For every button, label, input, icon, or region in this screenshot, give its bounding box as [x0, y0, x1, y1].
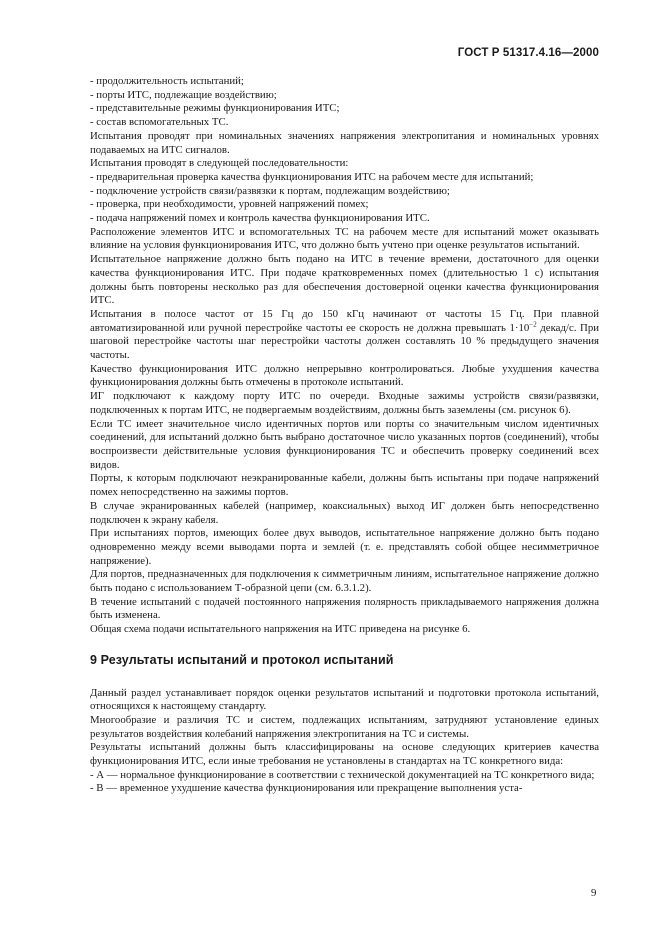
paragraph	[90, 596, 599, 623]
list-item-text: - подключение устройств связи/развязки к портам, подлежащим воздействию;	[90, 184, 450, 197]
paragraph	[90, 363, 599, 390]
paragraph-text: ИГ подключают к каждому порту ИТС по очереди. Входные зажимы устройств связи/развязки, подключенных к портам ИТС, не подвергаемым воздействиям, должны быть заземлены (см. рисунок 6).	[90, 390, 599, 416]
paragraph-text: В случае экранированных кабелей (например, коаксиальных) выход ИГ должен быть непосредственно подключен к экрану кабеля.	[90, 499, 599, 526]
paragraph-text: Испытания проводят в следующей последовательности:	[90, 157, 349, 170]
page-number: 9	[591, 887, 597, 899]
list-item-aux	[90, 116, 599, 130]
page-body	[90, 75, 599, 796]
paragraph	[90, 253, 599, 308]
list-item-text: - А — нормальное функционирование в соответствии с технической документацией на ТС конкретного вида;	[90, 768, 595, 781]
list-item-ports	[90, 89, 599, 103]
paragraph	[90, 500, 599, 527]
paragraph-text: Порты, к которым подключают неэкранированные кабели, должны быть испытаны при подаче напряжений помех непосредственно на зажимы портов.	[90, 472, 599, 499]
list-item-text: - представительные режимы функционирования ИТС;	[90, 102, 340, 115]
paragraph	[90, 568, 599, 595]
list-item-text: - порты ИТС, подлежащие воздействию;	[90, 88, 277, 101]
list-item	[90, 198, 599, 212]
paragraph-text: Испытания в полосе частот от 15 Гц до 150 кГц начинают от частоты 15 Гц. При плавной автоматизированной или ручной перестройке частоты ее скорость не должна превышать 1·10	[90, 307, 599, 334]
paragraph-text: Испытания проводят при номинальных значениях напряжения электропитания и номинальных уровнях подаваемых на ИТС сигналов.	[90, 129, 599, 156]
paragraph-text: Для портов, предназначенных для подключения к симметричным линиям, испытательное напряжение должно быть подано с использованием Т-образной цепи (см. 6.3.1.2).	[90, 568, 599, 595]
list-item-criterion-b	[90, 782, 599, 796]
paragraph-text: Расположение элементов ИТС и вспомогательных ТС на рабочем месте для испытаний может оказывать влияние на условия функционирования ИТС, что должно быть учтено при оценке результатов испытаний.	[90, 225, 599, 252]
paragraph-text: Если ТС имеет значительное число идентичных портов или порты со значительным числом идентичных соединений, для испытаний должно быть выбрано достаточное число указанных портов (соединений), чтобы воспроизвести действительные условия функционирования ТС и обеспечить проверку соединений всех видов.	[90, 417, 599, 471]
paragraph-text: Результаты испытаний должны быть классифицированы на основе следующих критериев качества функционирования ИТС, если иные требования не установлены в стандартах на ТС конкретного вида:	[90, 741, 599, 768]
section-heading: 9 Результаты испытаний и протокол испытаний	[90, 652, 394, 667]
list-item-text: - состав вспомогательных ТС.	[90, 116, 229, 129]
paragraph	[90, 687, 599, 714]
paragraph-text: При испытаниях портов, имеющих более двух выводов, испытательное напряжение должно быть подано одновременно между всеми выводами порта и землей (т. е. представлять собой общее несимметричное напряжение).	[90, 527, 599, 567]
list-item	[90, 185, 599, 199]
paragraph-text: Данный раздел устанавливает порядок оценки результатов испытаний и подготовки протокола испытаний, относящихся к настоящему стандарту.	[90, 686, 599, 713]
list-item-duration	[90, 75, 599, 89]
paragraph	[90, 157, 599, 171]
list-item-text: - продолжительность испытаний;	[90, 75, 244, 87]
list-item-text: - подача напряжений помех и контроль качества функционирования ИТС.	[90, 212, 430, 225]
paragraph	[90, 226, 599, 253]
paragraph-text: В течение испытаний с подачей постоянного напряжения полярность прикладываемого напряжения должна быть изменена.	[90, 595, 599, 622]
list-item-modes	[90, 102, 599, 116]
paragraph	[90, 527, 599, 568]
list-item-criterion-a	[90, 769, 599, 783]
paragraph	[90, 390, 599, 417]
list-item	[90, 212, 599, 226]
paragraph	[90, 741, 599, 768]
paragraph-text: Многообразие и различия ТС и систем, подлежащих испытаниям, затрудняют установление единых результатов воздействия колебаний напряжения электропитания на ТС и системы.	[90, 713, 599, 740]
list-item	[90, 171, 599, 185]
paragraph	[90, 714, 599, 741]
paragraph	[90, 623, 599, 637]
list-item-text: - В — временное ухудшение качества функционирования или прекращение выполнения уста-	[90, 782, 523, 795]
list-item-text: - проверка, при необходимости, уровней напряжений помех;	[90, 198, 369, 211]
paragraph-text: Испытательное напряжение должно быть подано на ИТС в течение времени, достаточного для оценки качества функционирования ИТС. При подаче кратковременных помех (длительностью 1 с) испытания должны быть повторены несколько раз для обеспечения достоверной оценки качества функционирования ИТС.	[90, 253, 599, 307]
paragraph-text: декад/с. При шаговой перестройке частоты шаг перестройки частоты должен составлять 10 % предыдущего значения частоты.	[90, 321, 599, 362]
paragraph-text: Качество функционирования ИТС должно непрерывно контролироваться. Любые ухудшения качества функционирования должны быть отмечены в протоколе испытаний.	[90, 362, 599, 389]
paragraph-frequency	[90, 308, 599, 363]
exponent: −2	[529, 320, 537, 329]
paragraph-text: Общая схема подачи испытательного напряжения на ИТС приведена на рисунке 6.	[90, 623, 471, 636]
paragraph	[90, 472, 599, 499]
paragraph	[90, 418, 599, 473]
standard-header: ГОСТ Р 51317.4.16—2000	[457, 47, 599, 59]
paragraph	[90, 130, 599, 157]
list-item-text: - предварительная проверка качества функционирования ИТС на рабочем месте для испытаний;	[90, 170, 534, 183]
